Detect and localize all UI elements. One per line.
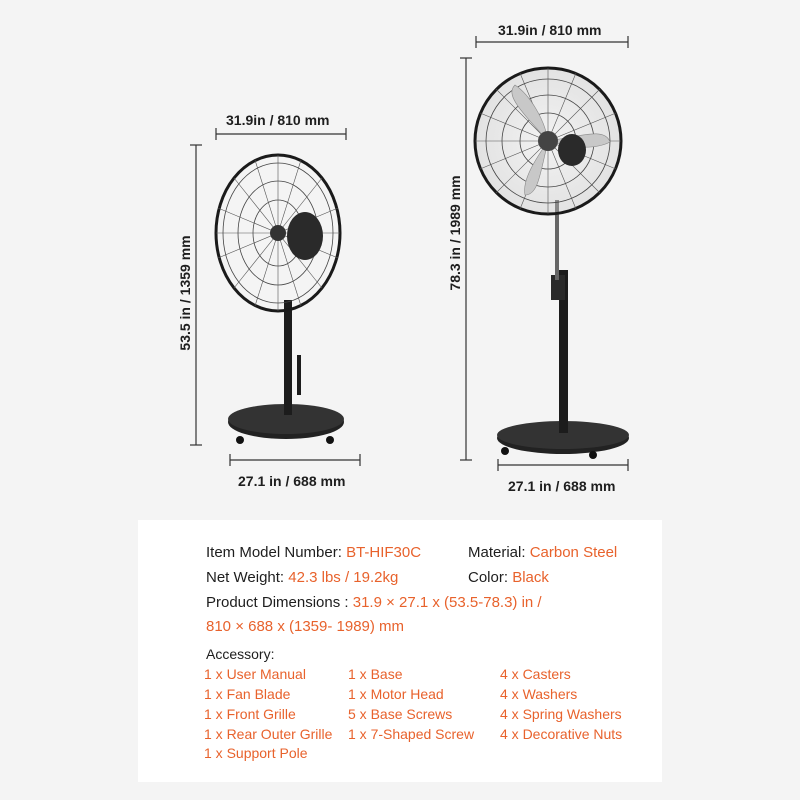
accessory-item: 1 x Base — [348, 666, 403, 682]
material-row — [468, 544, 617, 561]
accessory-item: 1 x Front Grille — [204, 706, 296, 722]
accessory-item: 1 x Fan Blade — [204, 686, 291, 702]
accessory-item: 4 x Decorative Nuts — [500, 726, 623, 742]
model-value: BT-HIF30C — [346, 544, 422, 561]
accessory-item: 1 x 7-Shaped Screw — [348, 726, 475, 742]
right-width-label: 31.9in / 810 mm — [498, 22, 602, 38]
dimensions-value-1: 31.9 × 27.1 x (53.5-78.3) in / — [352, 594, 542, 611]
material-label: Material: — [468, 544, 526, 561]
right-fan — [475, 68, 629, 459]
accessory-item: 4 x Washers — [500, 686, 578, 702]
accessory-item: 4 x Spring Washers — [500, 706, 622, 722]
model-row — [206, 544, 421, 561]
accessory-item: 5 x Base Screws — [348, 706, 453, 722]
dimensions-label: Product Dimensions : — [206, 594, 349, 611]
accessory-item: 4 x Casters — [500, 666, 571, 682]
specifications-panel — [138, 520, 662, 782]
left-width-label: 31.9in / 810 mm — [226, 112, 330, 128]
accessory-item: 1 x Rear Outer Grille — [204, 726, 333, 742]
dimensions-value-2: 810 × 688 x (1359- 1989) mm — [206, 618, 405, 635]
accessory-item: 1 x Motor Head — [348, 686, 444, 702]
color-label: Color: — [468, 569, 509, 586]
color-value: Black — [512, 569, 549, 586]
accessory-item: 1 x Support Pole — [204, 745, 308, 761]
left-height-label: 53.5 in / 1359 mm — [177, 235, 193, 351]
accessory-title: Accessory: — [206, 646, 275, 662]
right-height-label: 78.3 in / 1989 mm — [447, 175, 463, 291]
weight-row — [206, 569, 398, 586]
weight-label: Net Weight: — [206, 569, 285, 586]
left-fan — [216, 155, 344, 444]
model-label: Item Model Number: — [206, 544, 342, 561]
dimensions-row — [206, 594, 542, 611]
right-base-label: 27.1 in / 688 mm — [508, 478, 616, 494]
material-value: Carbon Steel — [529, 544, 618, 561]
color-row — [468, 569, 549, 586]
left-base-label: 27.1 in / 688 mm — [238, 473, 346, 489]
accessory-item: 1 x User Manual — [204, 666, 306, 682]
weight-value: 42.3 lbs / 19.2kg — [288, 569, 399, 586]
